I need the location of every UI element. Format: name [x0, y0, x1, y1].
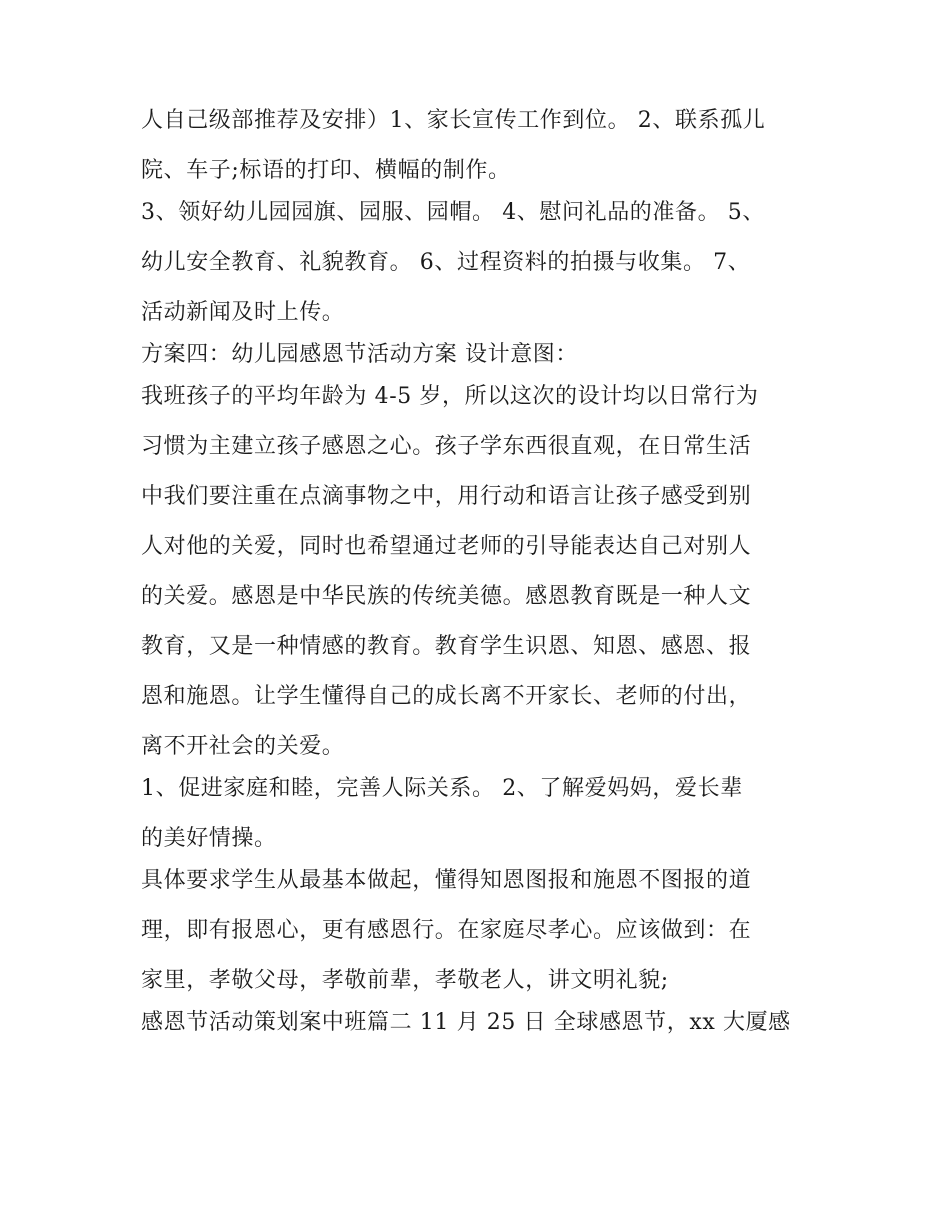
paragraph-requirements [141, 869, 821, 993]
paragraph-goals [141, 777, 821, 851]
document-body [141, 109, 821, 1035]
text-line: 我班孩子的平均年龄为 4-5 岁，所以这次的设计均以日常行为 [141, 384, 759, 409]
paragraph-preparations [141, 201, 821, 325]
text-line: 教育，又是一种情感的教育。教育学生识恩、知恩、感恩、报 [141, 634, 752, 659]
paragraph-article-two-intro [141, 1011, 821, 1035]
text-line: 理，即有报恩心，更有感恩行。在家庭尽孝心。应该做到：在 [141, 918, 752, 943]
section-heading-plan-four [141, 343, 821, 367]
text-line: 离不开社会的关爱。 [141, 734, 345, 759]
paragraph-design-intent [141, 385, 821, 759]
text-line: 家里，孝敬父母，孝敬前辈，孝敬老人，讲文明礼貌; [141, 968, 669, 993]
text-line: 3、领好幼儿园园旗、园服、园帽。 4、慰问礼品的准备。 5、 [141, 200, 765, 225]
paragraph-arrangements [141, 109, 821, 183]
text-line: 的美好情操。 [141, 826, 277, 851]
text-line: 中我们要注重在点滴事物之中，用行动和语言让孩子感受到别 [141, 484, 752, 509]
text-line: 活动新闻及时上传。 [141, 300, 345, 325]
text-line: 习惯为主建立孩子感恩之心。孩子学东西很直观，在日常生活 [141, 434, 752, 459]
text-line: 人对他的关爱，同时也希望通过老师的引导能表达自己对别人 [141, 534, 752, 559]
text-line: 1、促进家庭和睦，完善人际关系。 2、了解爱妈妈，爱长辈 [141, 776, 743, 801]
text-line: 院、车子;标语的打印、横幅的制作。 [141, 158, 511, 183]
text-line: 的关爱。感恩是中华民族的传统美德。感恩教育既是一种人文 [141, 584, 752, 609]
text-line: 人自己级部推荐及安排）1、家长宣传工作到位。 2、联系孤儿 [141, 108, 766, 133]
text-line: 幼儿安全教育、礼貌教育。 6、过程资料的拍摄与收集。 7、 [141, 250, 751, 275]
text-line: 具体要求学生从最基本做起，懂得知恩图报和施恩不图报的道 [141, 868, 752, 893]
text-line: 恩和施恩。让学生懂得自己的成长离不开家长、老师的付出， [141, 684, 752, 709]
text-line: 感恩节活动策划案中班篇二 11 月 25 日 全球感恩节，xx 大厦感 [141, 1010, 791, 1035]
text-line: 方案四：幼儿园感恩节活动方案 设计意图： [141, 342, 578, 367]
